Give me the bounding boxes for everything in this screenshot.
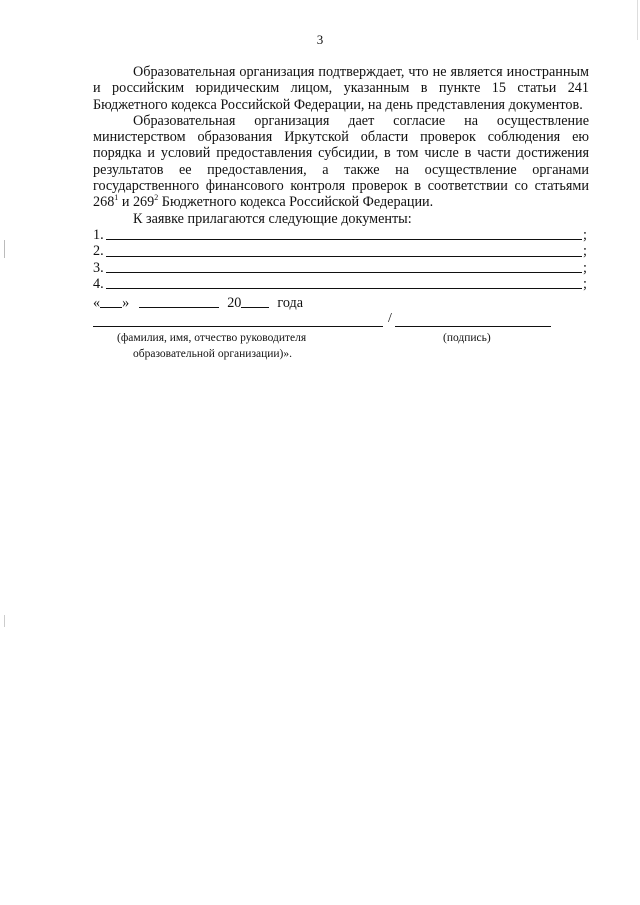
- year-prefix: 20: [227, 294, 242, 311]
- paragraph-consent-text: Бюджетного кодекса Российской Федерации.: [158, 194, 434, 211]
- close-quote: »: [122, 294, 130, 311]
- attachment-list: [93, 227, 589, 292]
- caption-name: (фамилия, имя, отчество руководителя: [117, 332, 307, 345]
- paragraph-confirmation: Образовательная организация подтверждает, что не является иностранным и российским юридическим лицом, указанным в пункте 15 статьи 241 Бюджетного кодекса Российской Федерации, на день представления документов.: [93, 64, 589, 113]
- year-blank[interactable]: [241, 306, 269, 308]
- attachment-number: 3.: [93, 259, 104, 276]
- attachment-punct: ;: [583, 226, 587, 243]
- day-blank[interactable]: [100, 306, 122, 308]
- signature-line[interactable]: [395, 326, 551, 327]
- caption-signature: (подпись): [443, 332, 491, 345]
- date-line: [93, 294, 589, 311]
- page-number: 3: [316, 32, 324, 47]
- fill-line: [106, 255, 582, 257]
- month-blank[interactable]: [139, 306, 219, 308]
- signature-row: [93, 311, 589, 331]
- open-quote: «: [93, 294, 101, 311]
- paragraph-consent-text: Образовательная организация дает согласие на осуществление министерством образования Иркутской области проверок соблюдения ею порядка и условий предоставления субсидии, в том числе в части достижения результатов ее предоставления, а также на осуществление органами государственного финансового контроля проверок в соответствии со статьями 268: [93, 112, 589, 211]
- attachment-number: 2.: [93, 243, 104, 260]
- attachment-line[interactable]: [93, 227, 589, 243]
- scan-artifact: [4, 240, 5, 258]
- attachment-line[interactable]: [93, 243, 589, 259]
- signature-separator: /: [388, 311, 392, 327]
- year-word: года: [277, 294, 304, 311]
- paragraph-attachments-intro: К заявке прилагаются следующие документы:: [133, 210, 412, 227]
- attachment-line[interactable]: [93, 276, 589, 292]
- attachment-number: 4.: [93, 275, 104, 292]
- superscript: 1: [114, 193, 119, 203]
- scan-artifact: [4, 615, 5, 627]
- attachment-line[interactable]: [93, 260, 589, 276]
- paragraph-consent-text: и 269: [118, 194, 155, 211]
- attachment-punct: ;: [583, 275, 587, 292]
- paragraph-consent: [93, 113, 589, 211]
- fill-line: [106, 271, 582, 273]
- fill-line: [106, 287, 582, 289]
- attachment-punct: ;: [583, 259, 587, 276]
- fill-line: [106, 238, 582, 240]
- name-signature-line[interactable]: [93, 326, 383, 327]
- caption-organization: образовательной организации)».: [133, 348, 293, 361]
- superscript: 2: [154, 193, 159, 203]
- attachment-punct: ;: [583, 243, 587, 260]
- document-body: [93, 64, 589, 361]
- attachment-number: 1.: [93, 226, 104, 243]
